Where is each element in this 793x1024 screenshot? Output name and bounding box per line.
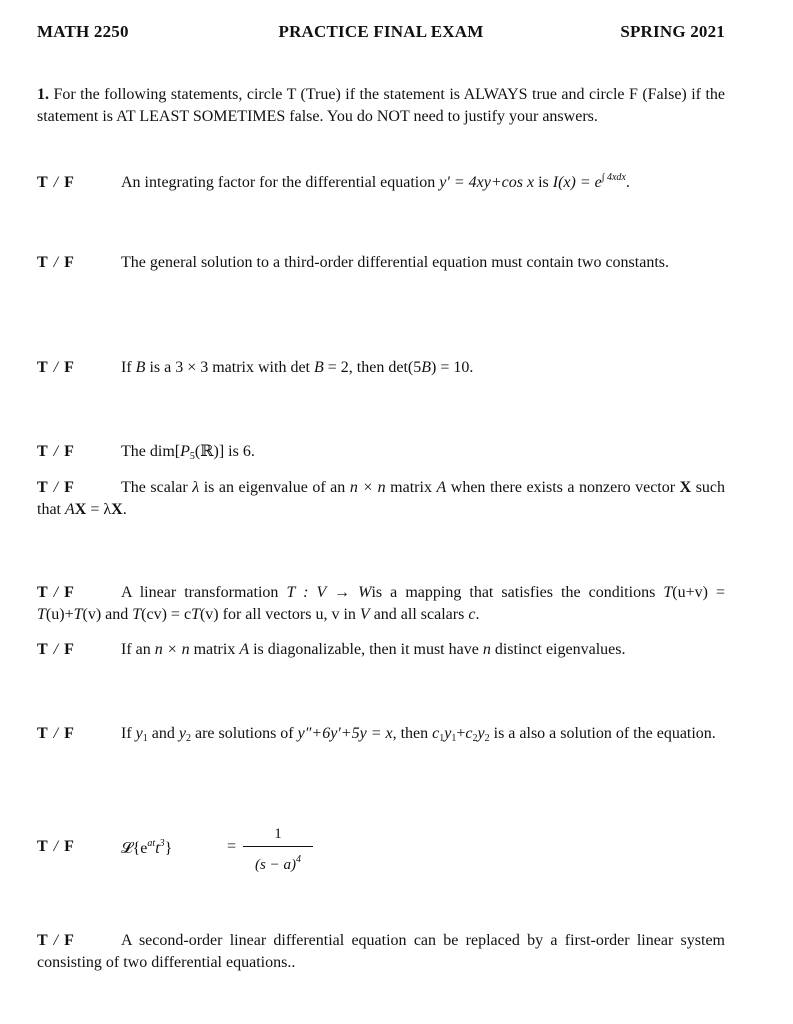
statement-subscript: 1	[451, 733, 457, 744]
statement-math: A	[65, 500, 75, 518]
statement-text: A second-order linear differential equation can be replaced by a first-order linear system consisting of two differential equations..	[37, 932, 725, 971]
statement-text: If	[121, 359, 136, 376]
statement-math: n	[482, 641, 491, 658]
tf-separator: /	[53, 479, 59, 496]
statement-text: If an	[121, 641, 155, 658]
statement-text: matrix	[189, 641, 240, 658]
statement-math: y′ = 4xy+cos x	[439, 174, 535, 191]
tf-statement-9	[37, 824, 725, 874]
tf-separator: /	[53, 932, 59, 949]
statement-text: An integrating factor for the differential equation	[121, 174, 440, 191]
problem-number: 1.	[37, 86, 49, 103]
instructions-text: For the following statements, circle T (True) if the statement is ALWAYS true and circle F (False) if the statement is AT LEAST SOMETIMES false. You do NOT need to justify your answers.	[37, 86, 726, 125]
statement-math: n × n	[154, 641, 190, 658]
statement-text: matrix	[385, 479, 437, 496]
statement-math: T	[191, 605, 200, 623]
statement-subscript: 2	[484, 733, 490, 744]
tf-separator: /	[53, 359, 59, 376]
tf-choice[interactable]	[37, 582, 121, 604]
statement-math: λ	[192, 479, 200, 496]
laplace-expression	[121, 838, 172, 858]
false-option[interactable]: F	[64, 359, 74, 376]
statement-text: such that	[37, 479, 726, 518]
tf-choice[interactable]	[37, 723, 121, 745]
statement-text: distinct eigenvalues.	[490, 641, 626, 658]
tf-separator: /	[53, 725, 59, 742]
exam-title: PRACTICE FINAL EXAM	[278, 22, 484, 41]
tf-statement-7	[37, 639, 725, 661]
statement-math: A	[239, 641, 250, 658]
course-code: MATH 2250	[37, 22, 129, 41]
statement-math: T : V → W	[286, 584, 372, 601]
denominator-base: (s − a)	[255, 857, 296, 873]
exam-term: SPRING 2021	[620, 22, 725, 41]
tf-choice[interactable]	[37, 477, 121, 499]
true-option[interactable]: T	[37, 641, 48, 658]
tf-choice[interactable]	[37, 838, 121, 856]
statement-text: (cv) = c	[141, 605, 192, 623]
false-option[interactable]: F	[64, 254, 74, 271]
statement-math: c	[432, 725, 440, 742]
statement-math: B	[135, 359, 146, 376]
statement-subscript: 5	[189, 451, 195, 462]
statement-text: +	[456, 725, 466, 742]
true-option[interactable]: T	[37, 254, 48, 271]
statement-math: I(x) = e	[552, 174, 602, 191]
true-option[interactable]: T	[37, 359, 48, 376]
statement-text: are solutions of	[190, 725, 298, 742]
statement-text: ) = 10.	[431, 359, 474, 376]
statement-math: P	[180, 443, 190, 460]
tf-separator: /	[53, 254, 59, 271]
statement-text: The general solution to a third-order differential equation must contain two constants.	[121, 254, 669, 271]
laplace-fraction	[243, 824, 313, 873]
statement-text: (u)+	[45, 605, 74, 623]
laplace-close: }	[164, 840, 173, 857]
statement-math: T	[73, 605, 83, 623]
statement-text: when there exists a nonzero vector	[446, 479, 680, 496]
statement-math: y	[444, 725, 452, 742]
statement-text: (u+v) =	[672, 584, 726, 601]
tf-statement-4	[37, 441, 725, 468]
true-option[interactable]: T	[37, 725, 48, 742]
statement-subscript: 2	[472, 733, 478, 744]
statement-vector: X	[679, 479, 692, 496]
laplace-open: 𝓛{e	[121, 840, 148, 857]
tf-choice[interactable]	[37, 172, 121, 194]
tf-statement-2	[37, 252, 725, 274]
statement-text: (v) for all vectors u, v in	[199, 605, 360, 623]
tf-separator: /	[53, 641, 59, 658]
true-option[interactable]: T	[37, 174, 48, 191]
tf-choice[interactable]	[37, 930, 121, 952]
statement-math: A	[436, 479, 447, 496]
false-option[interactable]: F	[64, 479, 74, 496]
tf-separator: /	[53, 838, 59, 855]
statement-math: V	[359, 605, 370, 623]
statement-math: y″+6y′+5y = x	[297, 725, 393, 742]
fraction-bar	[243, 846, 313, 847]
false-option[interactable]: F	[64, 174, 74, 191]
statement-math: y	[135, 725, 143, 742]
statement-text: The dim[	[121, 443, 181, 460]
statement-subscript: 1	[142, 733, 148, 744]
tf-statement-3	[37, 357, 725, 379]
denominator-exponent: 4	[295, 854, 301, 865]
tf-statement-6	[37, 582, 725, 625]
statement-text: is diagonalizable, then it must have	[249, 641, 483, 658]
tf-statement-10	[37, 930, 725, 973]
statement-math: T	[37, 605, 46, 623]
statement-math: y	[477, 725, 485, 742]
statement-subscript: 2	[185, 733, 191, 744]
statement-text: and all scalars	[369, 605, 469, 623]
tf-choice[interactable]	[37, 252, 121, 274]
tf-choice[interactable]	[37, 357, 121, 379]
statement-math: y	[178, 725, 186, 742]
true-option[interactable]: T	[37, 584, 48, 601]
false-option[interactable]: F	[64, 641, 74, 658]
statement-math: c	[465, 725, 473, 742]
fraction-numerator: 1	[274, 826, 282, 842]
true-option[interactable]: T	[37, 838, 48, 855]
statement-math: T	[663, 584, 673, 601]
tf-statement-1	[37, 167, 725, 194]
statement-math: B	[421, 359, 432, 376]
tf-choice[interactable]	[37, 441, 121, 463]
statement-text: is a mapping that satisfies the conditions	[371, 584, 664, 601]
statement-text: .	[122, 500, 127, 518]
statement-text: is a 3 × 3 matrix with det	[145, 359, 314, 376]
statement-text: = 2, then det(5	[323, 359, 422, 376]
page-header	[37, 22, 725, 46]
statement-text: If	[121, 725, 136, 742]
statement-text: .	[625, 174, 630, 191]
statement-math: B	[314, 359, 324, 376]
equals-sign: =	[227, 838, 237, 855]
statement-text: (ℝ)] is 6.	[194, 443, 255, 460]
statement-text: A linear transformation	[121, 584, 287, 601]
statement-math: n × n	[349, 479, 386, 496]
tf-separator: /	[53, 443, 59, 460]
fraction-denominator	[243, 850, 313, 873]
statement-text: = λ	[86, 500, 112, 518]
true-option[interactable]: T	[37, 932, 48, 949]
statement-text: is a also a solution of the equation.	[489, 725, 716, 742]
statement-exponent: ∫ 4xdx	[601, 172, 626, 183]
statement-text: (v) and	[82, 605, 133, 623]
laplace-variable: t	[155, 840, 160, 857]
statement-text: The scalar	[121, 479, 193, 496]
tf-statement-5	[37, 477, 725, 520]
statement-subscript: 1	[439, 733, 445, 744]
false-option[interactable]: F	[64, 838, 74, 855]
statement-math: c	[468, 605, 476, 623]
statement-vector: X	[111, 500, 123, 518]
problem-instructions	[37, 84, 725, 127]
false-option[interactable]: F	[64, 584, 74, 601]
false-option[interactable]: F	[64, 725, 74, 742]
statement-text: .	[475, 605, 480, 623]
tf-statement-8	[37, 723, 725, 750]
statement-text: , then	[392, 725, 433, 742]
statement-text: is an eigenvalue of an	[199, 479, 350, 496]
tf-choice[interactable]	[37, 639, 121, 661]
tf-separator: /	[53, 174, 59, 191]
false-option[interactable]: F	[64, 932, 74, 949]
statement-vector: X	[74, 500, 87, 518]
laplace-exponent: at	[147, 838, 156, 849]
true-option[interactable]: T	[37, 479, 48, 496]
laplace-power: 3	[159, 838, 165, 849]
true-option[interactable]: T	[37, 443, 48, 460]
statement-text: is	[534, 174, 553, 191]
tf-separator: /	[53, 584, 59, 601]
statement-math: T	[132, 605, 142, 623]
statement-text: and	[147, 725, 179, 742]
false-option[interactable]: F	[64, 443, 74, 460]
